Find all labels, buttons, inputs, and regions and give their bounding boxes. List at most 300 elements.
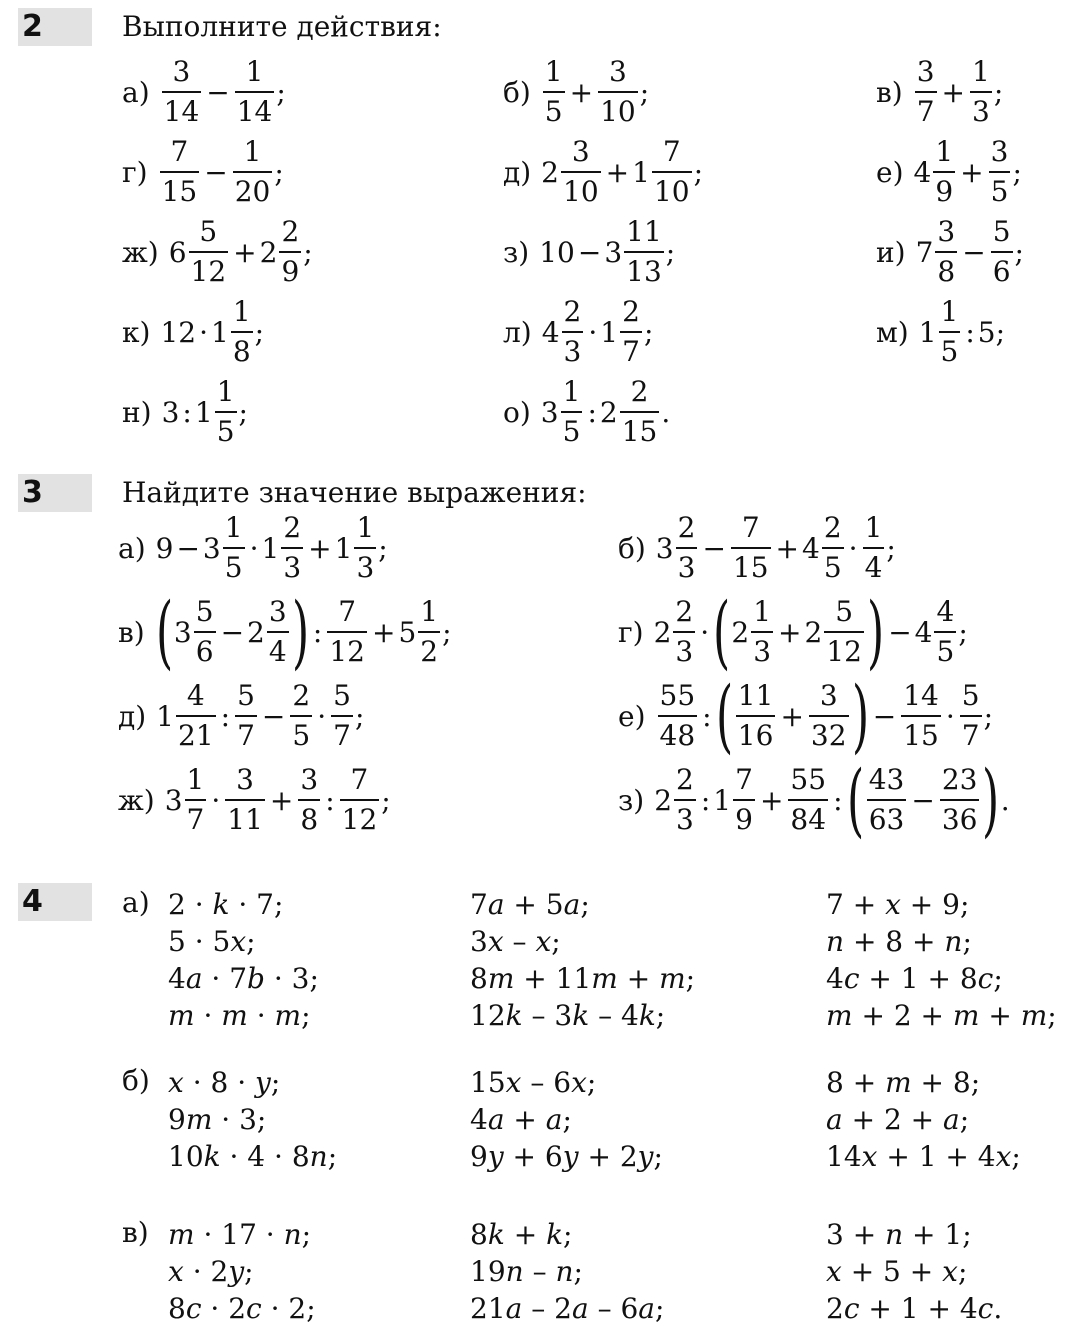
- math-expression: [653, 585, 968, 678]
- math-text: .: [661, 395, 671, 429]
- algebraic-expression: 4a · 7b · 3;: [168, 962, 319, 995]
- operator: +: [233, 235, 257, 269]
- exercise-item: [122, 132, 284, 212]
- parenthesis: (: [715, 669, 733, 762]
- operator: :: [833, 783, 843, 817]
- math-expression: [158, 133, 284, 211]
- fraction: [418, 593, 440, 671]
- fraction: [673, 593, 695, 671]
- item-label: в): [876, 75, 903, 109]
- parenthesis: ): [851, 669, 869, 762]
- fraction: [162, 53, 202, 131]
- denominator: 3: [562, 331, 584, 371]
- algebraic-expression: 3 + n + 1;: [826, 1218, 972, 1251]
- numerator: 11: [737, 679, 774, 712]
- numerator: 2: [292, 679, 311, 712]
- algebraic-expression: 4a + a;: [470, 1103, 572, 1136]
- operator: :: [700, 783, 711, 817]
- math-text: ;: [274, 155, 284, 189]
- fraction: [939, 293, 961, 371]
- fraction: [809, 677, 849, 755]
- fraction: [940, 761, 980, 839]
- math-expression: [169, 213, 313, 291]
- algebraic-expression: x · 8 · y;: [168, 1066, 281, 1099]
- fraction: [863, 509, 885, 587]
- fraction: [658, 677, 698, 755]
- math-text: 3: [202, 531, 221, 565]
- fraction: [185, 761, 207, 839]
- algebraic-expression: 2 · k · 7;: [168, 888, 284, 921]
- denominator: 10: [598, 91, 638, 131]
- numerator: 5: [961, 679, 980, 712]
- denominator: 8: [298, 799, 320, 839]
- denominator: 4: [863, 547, 885, 587]
- denominator: 15: [901, 715, 941, 755]
- fraction: [901, 677, 941, 755]
- algebraic-expression: m · 17 · n;: [168, 1218, 312, 1251]
- exercise-item: [503, 52, 649, 132]
- denominator: 8: [231, 331, 253, 371]
- numerator: 3: [608, 55, 627, 88]
- math-text: 1: [156, 699, 174, 733]
- denominator: 3: [354, 547, 376, 587]
- operator: +: [605, 155, 630, 189]
- operator: +: [759, 783, 784, 817]
- numerator: 43: [868, 763, 905, 796]
- numerator: 3: [990, 135, 1009, 168]
- fraction: [676, 509, 698, 587]
- denominator: 14: [235, 91, 275, 131]
- operator: ·: [317, 699, 327, 733]
- math-text: 1: [194, 395, 213, 429]
- algebraic-expression: 12k – 3k – 4k;: [470, 999, 666, 1032]
- numerator: 11: [626, 215, 662, 248]
- exercise-item: [118, 508, 388, 588]
- math-text: 4: [913, 155, 932, 189]
- math-text: 1: [210, 315, 229, 349]
- denominator: 3: [674, 799, 696, 839]
- numerator: 7: [170, 135, 189, 168]
- denominator: 10: [561, 171, 601, 211]
- denominator: 9: [933, 171, 955, 211]
- numerator: 1: [753, 595, 772, 628]
- parenthesis: ): [291, 585, 309, 678]
- denominator: 3: [676, 547, 698, 587]
- operator: +: [780, 699, 804, 733]
- operator: :: [702, 699, 712, 733]
- numerator: 2: [676, 763, 694, 796]
- numerator: 2: [281, 215, 300, 248]
- operator: :: [587, 395, 597, 429]
- math-text: ;: [1012, 155, 1022, 189]
- math-text: 5;: [977, 315, 1006, 349]
- exercise-item: [122, 372, 248, 452]
- operator: +: [569, 75, 594, 109]
- fraction: [731, 509, 771, 587]
- math-expression: [656, 509, 896, 587]
- numerator: 1: [356, 511, 375, 544]
- exercise-item: [876, 132, 1022, 212]
- exercise-item: [503, 212, 675, 292]
- fraction: [231, 293, 253, 371]
- math-text: ;: [993, 75, 1004, 109]
- denominator: 9: [279, 251, 301, 291]
- math-text: 3: [161, 395, 180, 429]
- fraction: [562, 293, 584, 371]
- math-text: 12: [160, 315, 197, 349]
- fraction: [354, 509, 376, 587]
- math-expression: [914, 133, 1022, 211]
- fraction: [733, 761, 755, 839]
- numerator: 2: [823, 511, 842, 544]
- fraction: [298, 761, 320, 839]
- operator: −: [911, 783, 935, 817]
- math-text: ;: [303, 235, 313, 269]
- item-label: а): [122, 75, 150, 109]
- operator: :: [312, 615, 323, 649]
- math-text: ;: [354, 699, 365, 733]
- exercise-number-badge: 3: [18, 474, 92, 512]
- math-text: ;: [378, 531, 388, 565]
- item-label: в): [118, 615, 145, 649]
- fraction: [561, 373, 583, 451]
- fraction: [620, 293, 642, 371]
- algebraic-expression: 7 + x + 9;: [826, 888, 970, 921]
- exercise-item: [503, 132, 703, 212]
- math-text: ;: [958, 615, 968, 649]
- math-expression: [916, 213, 1024, 291]
- fraction: [989, 133, 1011, 211]
- math-text: 10: [539, 235, 575, 269]
- numerator: 1: [935, 135, 954, 168]
- denominator: 15: [160, 171, 200, 211]
- denominator: 7: [185, 799, 207, 839]
- group-label: в): [122, 1216, 149, 1249]
- exercise-item: [618, 508, 896, 588]
- math-text: 2: [653, 615, 672, 649]
- denominator: 5: [215, 411, 237, 451]
- math-text: ;: [1014, 235, 1024, 269]
- math-expression: [162, 373, 248, 451]
- denominator: 6: [194, 631, 216, 671]
- fraction: [674, 761, 696, 839]
- item-label: м): [876, 315, 909, 349]
- operator: ·: [848, 531, 858, 565]
- algebraic-expression: 19n – n;: [470, 1255, 583, 1288]
- math-text: 4: [541, 315, 560, 349]
- exercise-heading: Выполните действия:: [122, 10, 442, 43]
- denominator: 16: [736, 715, 776, 755]
- math-expression: [656, 669, 994, 762]
- denominator: 3: [673, 631, 695, 671]
- math-text: 2: [654, 783, 673, 817]
- item-label: б): [503, 75, 531, 109]
- fraction: [970, 53, 992, 131]
- denominator: 10: [652, 171, 692, 211]
- numerator: 4: [936, 595, 955, 628]
- operator: −: [577, 235, 602, 269]
- numerator: 3: [300, 763, 319, 796]
- algebraic-expression: m + 2 + m + m;: [826, 999, 1057, 1032]
- operator: −: [220, 615, 245, 649]
- algebraic-expression: 4c + 1 + 8c;: [826, 962, 1003, 995]
- algebraic-expression: 9m · 3;: [168, 1103, 267, 1136]
- numerator: 2: [630, 375, 649, 408]
- operator: +: [308, 531, 332, 565]
- math-expression: [165, 761, 391, 839]
- math-text: ;: [254, 315, 265, 349]
- math-text: ;: [381, 783, 391, 817]
- math-text: 3: [173, 615, 192, 649]
- math-text: 1: [261, 531, 280, 565]
- denominator: 36: [940, 799, 980, 839]
- algebraic-expression: 8k + k;: [470, 1218, 573, 1251]
- denominator: 4: [267, 631, 289, 671]
- operator: −: [261, 699, 286, 733]
- math-text: ;: [665, 235, 676, 269]
- denominator: 15: [620, 411, 660, 451]
- fraction: [751, 593, 773, 671]
- fraction: [281, 509, 303, 587]
- numerator: 3: [172, 55, 191, 88]
- fraction: [340, 761, 380, 839]
- exercise-item: [122, 212, 313, 292]
- math-expression: [539, 213, 675, 291]
- exercise-item: [618, 585, 968, 678]
- numerator: 2: [622, 295, 640, 328]
- item-label: г): [618, 615, 644, 649]
- fraction: [176, 677, 216, 755]
- numerator: 1: [940, 295, 959, 328]
- fraction: [598, 53, 638, 131]
- denominator: 12: [340, 799, 380, 839]
- operator: −: [702, 531, 726, 565]
- item-label: о): [503, 395, 531, 429]
- math-text: 6: [168, 235, 187, 269]
- operator: +: [775, 531, 800, 565]
- denominator: 84: [788, 799, 828, 839]
- fraction: [867, 761, 907, 839]
- fraction: [624, 213, 664, 291]
- operator: ·: [945, 699, 955, 733]
- math-text: 3: [604, 235, 623, 269]
- numerator: 55: [790, 763, 827, 796]
- numerator: 2: [677, 511, 696, 544]
- item-label: н): [122, 395, 152, 429]
- math-expression: [541, 373, 670, 451]
- numerator: 5: [195, 595, 214, 628]
- numerator: 3: [937, 215, 956, 248]
- operator: +: [960, 155, 984, 189]
- math-text: .: [1000, 783, 1010, 817]
- fraction: [267, 593, 289, 671]
- denominator: 32: [809, 715, 849, 755]
- operator: −: [872, 699, 897, 733]
- item-label: г): [122, 155, 148, 189]
- denominator: 8: [935, 251, 957, 291]
- numerator: 5: [237, 679, 255, 712]
- numerator: 1: [971, 55, 990, 88]
- exercise-heading: Найдите значение выражения:: [122, 476, 587, 509]
- item-label: л): [503, 315, 532, 349]
- fraction: [736, 677, 776, 755]
- math-text: ;: [639, 75, 650, 109]
- math-text: 2: [247, 615, 265, 649]
- denominator: 13: [624, 251, 664, 291]
- fraction: [235, 677, 257, 755]
- exercise-item: [122, 52, 286, 132]
- algebraic-expression: x · 2y;: [168, 1255, 254, 1288]
- exercise-item: [618, 669, 994, 762]
- math-text: ;: [238, 395, 248, 429]
- operator: +: [941, 75, 965, 109]
- algebraic-expression: 8m + 11m + m;: [470, 962, 696, 995]
- numerator: 23: [941, 763, 978, 796]
- group-label: а): [122, 886, 150, 919]
- algebraic-expression: 5 · 5x;: [168, 925, 256, 958]
- fraction: [960, 677, 982, 755]
- exercise-item: [876, 292, 1005, 372]
- operator: −: [176, 531, 200, 565]
- item-label: з): [503, 235, 530, 269]
- exercise-number-badge: 4: [18, 883, 92, 921]
- numerator: 1: [245, 55, 264, 88]
- numerator: 1: [216, 375, 235, 408]
- operator: +: [371, 615, 396, 649]
- numerator: 1: [243, 135, 262, 168]
- numerator: 7: [741, 511, 760, 544]
- algebraic-expression: 15x – 6x;: [470, 1066, 597, 1099]
- math-text: 4: [914, 615, 933, 649]
- numerator: 7: [338, 595, 357, 628]
- math-expression: [913, 53, 1004, 131]
- math-expression: [542, 293, 654, 371]
- math-expression: [156, 509, 388, 587]
- denominator: 7: [915, 91, 937, 131]
- algebraic-expression: 9y + 6y + 2y;: [470, 1140, 663, 1173]
- math-text: 2: [804, 615, 823, 649]
- algebraic-expression: 2c + 1 + 4c.: [826, 1292, 1003, 1325]
- denominator: 3: [751, 631, 773, 671]
- fraction: [279, 213, 301, 291]
- fraction: [215, 373, 237, 451]
- math-text: 1: [334, 531, 353, 565]
- fraction: [290, 677, 312, 755]
- denominator: 48: [658, 715, 698, 755]
- math-expression: [160, 293, 264, 371]
- math-text: 3: [540, 395, 559, 429]
- algebraic-expression: 8 + m + 8;: [826, 1066, 981, 1099]
- operator: ·: [249, 531, 259, 565]
- exercise-item: [118, 760, 391, 840]
- math-text: ;: [442, 615, 452, 649]
- math-text: ;: [693, 155, 704, 189]
- math-text: 1: [918, 315, 937, 349]
- denominator: 21: [176, 715, 216, 755]
- math-text: 2: [259, 235, 278, 269]
- math-text: ;: [276, 75, 286, 109]
- fraction: [915, 53, 937, 131]
- operator: ·: [700, 615, 710, 649]
- numerator: 1: [186, 763, 205, 796]
- denominator: 2: [418, 631, 440, 671]
- algebraic-expression: x + 5 + x;: [826, 1255, 968, 1288]
- numerator: 2: [283, 511, 302, 544]
- numerator: 5: [835, 595, 854, 628]
- denominator: 14: [162, 91, 202, 131]
- denominator: 12: [189, 251, 229, 291]
- fraction: [225, 761, 265, 839]
- operator: ·: [211, 783, 221, 817]
- numerator: 7: [350, 763, 369, 796]
- numerator: 55: [659, 679, 696, 712]
- math-text: 7: [915, 235, 934, 269]
- fraction: [822, 509, 844, 587]
- numerator: 2: [675, 595, 694, 628]
- algebraic-expression: n + 8 + n;: [826, 925, 972, 958]
- item-label: к): [122, 315, 151, 349]
- denominator: 3: [970, 91, 992, 131]
- fraction: [189, 213, 229, 291]
- operator: ·: [588, 315, 598, 349]
- denominator: 63: [867, 799, 907, 839]
- math-text: 5: [398, 615, 417, 649]
- operator: +: [778, 615, 802, 649]
- item-label: з): [618, 783, 645, 817]
- item-label: д): [503, 155, 532, 189]
- fraction: [223, 509, 245, 587]
- numerator: 7: [735, 763, 753, 796]
- denominator: 12: [824, 631, 864, 671]
- operator: :: [325, 783, 335, 817]
- operator: −: [206, 75, 230, 109]
- exercise-item: [122, 292, 264, 372]
- fraction: [160, 133, 200, 211]
- math-text: 2: [599, 395, 618, 429]
- parenthesis: (: [846, 753, 864, 846]
- item-label: и): [876, 235, 906, 269]
- math-text: 1: [632, 155, 650, 189]
- numerator: 5: [333, 679, 351, 712]
- numerator: 2: [563, 295, 582, 328]
- denominator: 5: [822, 547, 844, 587]
- operator: −: [204, 155, 228, 189]
- denominator: 12: [327, 631, 367, 671]
- parenthesis: ): [866, 585, 885, 678]
- exercise-number-badge: 2: [18, 8, 92, 46]
- math-text: 2: [731, 615, 750, 649]
- denominator: 11: [225, 799, 265, 839]
- item-label: ж): [122, 235, 159, 269]
- item-label: е): [618, 699, 646, 733]
- exercise-item: [618, 753, 1010, 846]
- exercise-item: [503, 292, 653, 372]
- numerator: 1: [544, 55, 563, 88]
- algebraic-expression: 8c · 2c · 2;: [168, 1292, 316, 1325]
- fraction: [235, 53, 275, 131]
- math-text: 2: [541, 155, 559, 189]
- operator: :: [965, 315, 975, 349]
- math-expression: [160, 53, 286, 131]
- numerator: 3: [571, 135, 590, 168]
- exercise-item: [118, 585, 452, 678]
- denominator: 5: [223, 547, 245, 587]
- algebraic-expression: a + 2 + a;: [826, 1103, 970, 1136]
- math-text: 3: [164, 783, 183, 817]
- denominator: 7: [331, 715, 353, 755]
- fraction: [620, 373, 660, 451]
- fraction: [824, 593, 864, 671]
